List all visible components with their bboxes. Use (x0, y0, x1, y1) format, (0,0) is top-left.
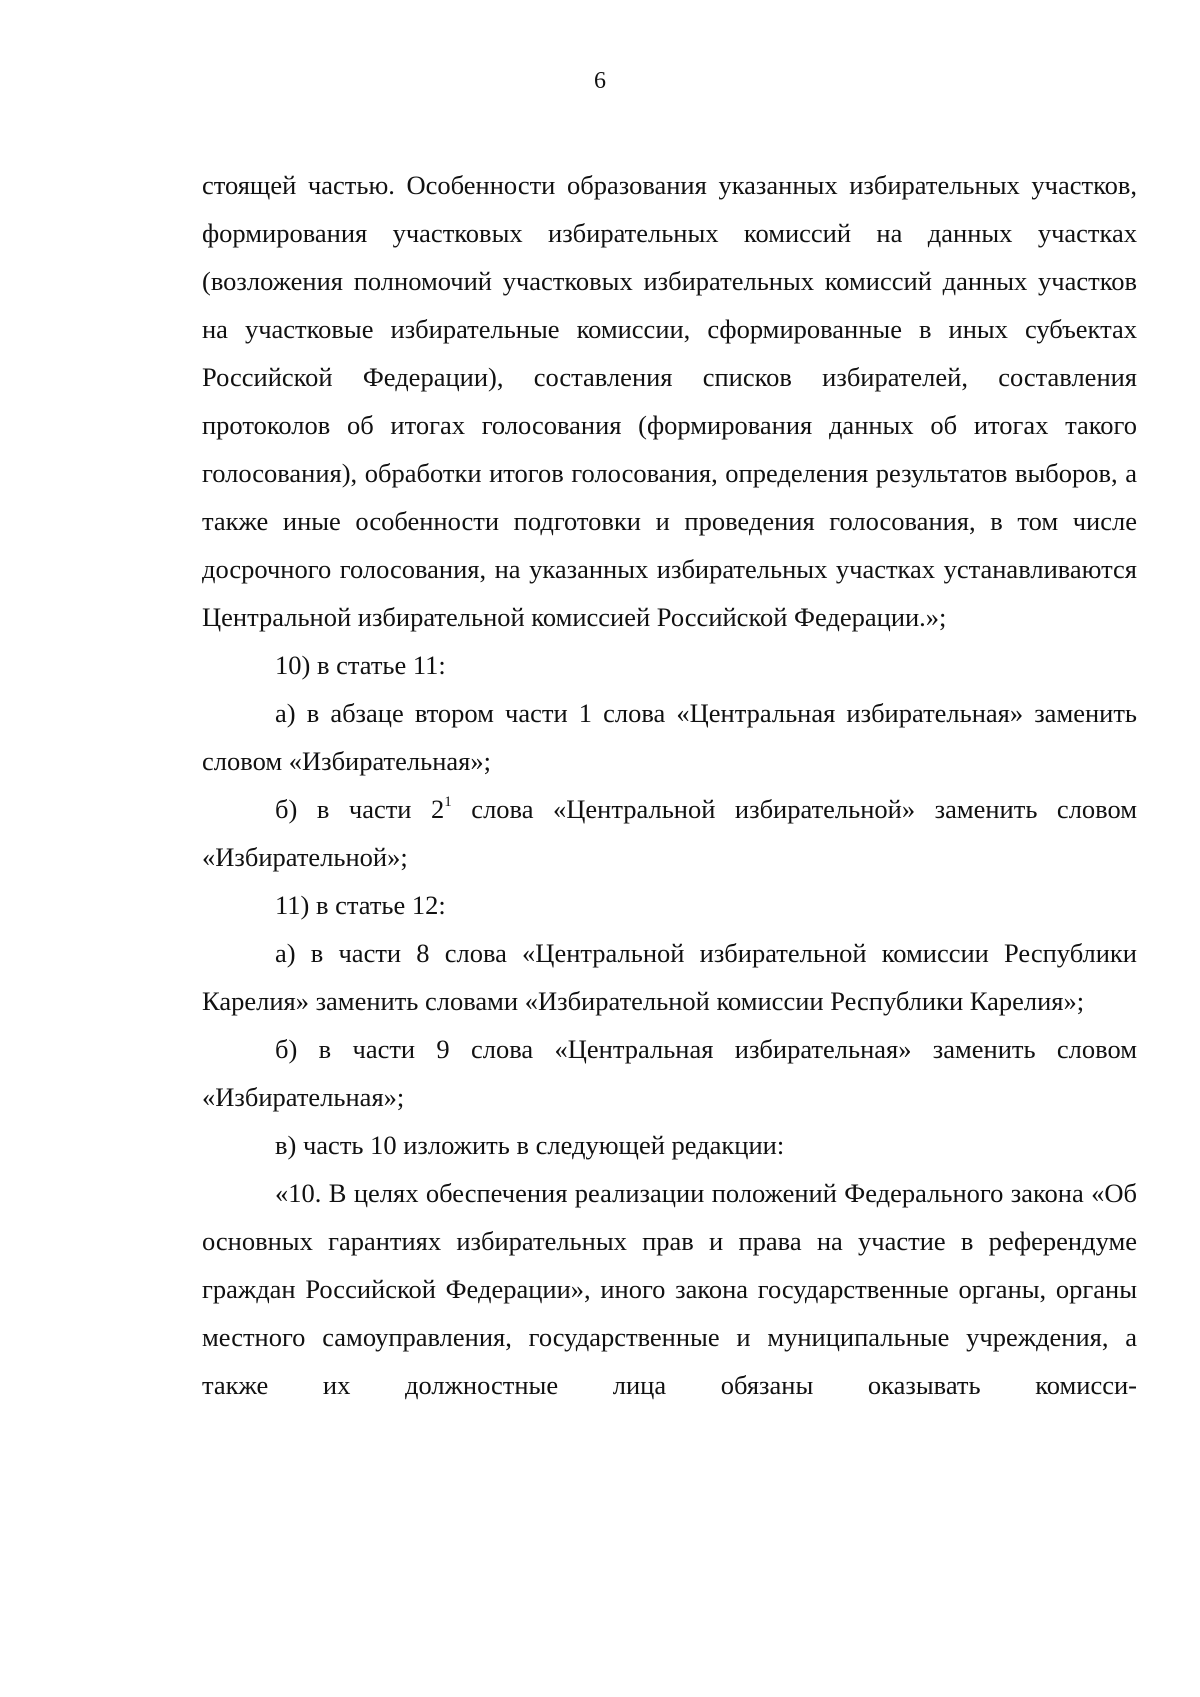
paragraph-item-11c: в) часть 10 изложить в следующей редакции: (275, 1130, 785, 1160)
paragraph-item-11a: а) в части 8 слова «Центральной избирательной комиссии Республики Карелия» заменить словами «Избирательной комиссии Республики Карелия»; (202, 938, 1137, 1016)
paragraph-item-10: 10) в статье 11: (275, 650, 446, 680)
paragraph-item-11: 11) в статье 12: (275, 890, 446, 920)
paragraph-item-10a: а) в абзаце втором части 1 слова «Центральная избирательная» заменить словом «Избирательная»; (202, 698, 1137, 776)
page-number: 6 (594, 68, 606, 94)
paragraph-item-10b-before: б) в части 2 (275, 794, 445, 824)
paragraph-continuation: стоящей частью. Особенности образования указанных избирательных участков, формирования участковых избирательных комиссий на данных участках (возложения полномочий участковых избирательных комиссий данных участков на участковые избирательные комиссии, сформированные в иных субъектах Российской Федерации), составления списков избирателей, составления протоколов об итогах голосования (формирования данных об итогах такого голосования), обработки итогов голосования, определения результатов выборов, а также иные особенности подготовки и проведения голосования, в том числе досрочного голосования, на указанных избирательных участках устанавливаются Центральной избирательной комиссией Российской Федерации.»; (202, 170, 1137, 632)
superscript: 1 (444, 794, 452, 810)
paragraph-item-10b-after: слова «Центральной избирательной» заменить словом «Избирательной»; (202, 794, 1138, 872)
paragraph-item-11b: б) в части 9 слова «Центральная избирательная» заменить словом «Избирательная»; (202, 1034, 1137, 1112)
paragraph-quote-10: «10. В целях обеспечения реализации положений Федерального закона «Об основных гарантиях избирательных прав и права на участие в референдуме граждан Российской Федерации», иного закона государственные органы, органы местного самоуправления, государственные и муниципальные учреждения, а также их должностные лица обязаны оказывать комисси- (202, 1178, 1137, 1400)
paragraph-item-10b (202, 785, 1137, 881)
document-body (202, 161, 1137, 1409)
